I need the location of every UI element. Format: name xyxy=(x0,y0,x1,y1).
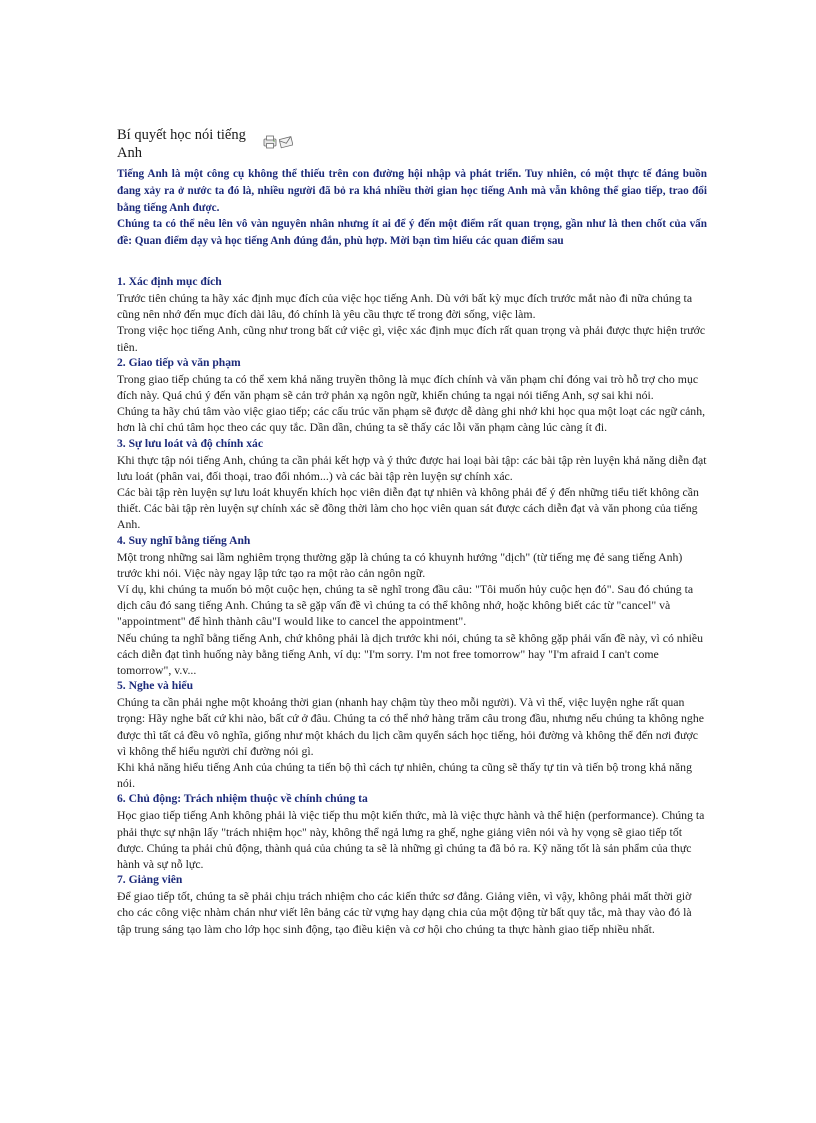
section-heading: 4. Suy nghĩ bằng tiếng Anh xyxy=(117,533,251,547)
section-7 xyxy=(117,872,707,937)
paragraph: Chúng ta hãy chú tâm vào việc giao tiếp; các cấu trúc văn phạm sẽ được dễ dàng ghi nhớ khi học qua một loạt các ngữ cảnh, hơn là chỉ chú tâm học theo các quy tắc. Dần dần, chúng ta sẽ thấy các lỗi văn phạm càng lúc càng ít đi. xyxy=(117,404,706,435)
page-title: Bí quyết học nói tiếng Anh xyxy=(117,127,246,161)
section-heading: 5. Nghe và hiểu xyxy=(117,679,194,693)
title-icons xyxy=(263,135,293,149)
section-heading: 3. Sự lưu loát và độ chính xác xyxy=(117,436,263,450)
section-heading: 6. Chủ động: Trách nhiệm thuộc về chính chúng ta xyxy=(117,792,368,806)
paragraph: Trước tiên chúng ta hãy xác định mục đích của việc học tiếng Anh. Dù với bất kỳ mục đích trước mắt nào đi nữa chúng ta cũng nên nhớ đến mục đích dài lâu, đó chính là yêu cầu thực tế trong đời sống, việc làm. xyxy=(117,290,693,322)
paragraph: Để giao tiếp tốt, chúng ta sẽ phải chịu trách nhiệm cho các kiến thức sơ đẳng. Giảng viên, vì vậy, không phải mất thời giờ cho các công việc nhàm chán như viết lên bảng các từ vựng hay dạng chia của một động từ bất quy tắc, mà thay vào đó là tập trung sáng tạo làm cho lớp học sinh động, tạo điều kiện và cơ hội cho chúng ta thực hành giao tiếp nhiều nhất. xyxy=(117,889,692,936)
paragraph: Trong giao tiếp chúng ta có thể xem khả năng truyền thông là mục đích chính và văn phạm chỉ đóng vai trò hỗ trợ cho mục đích này. Quá chú ý đến văn phạm sẽ cản trở phản xạ ngôn ngữ, khiến chúng ta ngại nói tiếng Anh, sợ sai khi nói. xyxy=(117,371,699,402)
section-3 xyxy=(117,436,707,533)
paragraph: Nếu chúng ta nghĩ bằng tiếng Anh, chứ không phải là dịch trước khi nói, chúng ta sẽ không gặp phải vấn đề này, vì có nhiều cách diễn đạt tình huống này bằng tiếng Anh, ví dụ: "I'm sorry. I'm not free tomorrow" hay "I'm afraid I can't come tomorrow", v.v... xyxy=(117,630,704,678)
section-2 xyxy=(117,355,707,436)
paragraph: Chúng ta cần phải nghe một khoảng thời gian (nhanh hay chậm tùy theo mỗi người). Và vì thế, việc luyện nghe rất quan trọng: Hãy nghe bất cứ khi nào, bất cứ ở đâu. Chúng ta có thể nhớ hàng trăm câu trong đầu, nhưng nếu chúng ta không nghe được thì tất cả đều vô nghĩa, giống như một khách du lịch cầm quyển sách học tiếng, hỏi đường và không thể đến nơi được vì không thể hiểu người chỉ đường nói gì. xyxy=(117,695,704,758)
email-icon[interactable] xyxy=(279,135,293,149)
print-icon[interactable] xyxy=(263,135,277,149)
section-heading: 2. Giao tiếp và văn phạm xyxy=(117,355,241,369)
spacer xyxy=(117,250,707,274)
document-page xyxy=(117,126,707,937)
section-4 xyxy=(117,533,707,679)
section-5 xyxy=(117,678,707,791)
section-heading: 7. Giảng viên xyxy=(117,873,183,887)
paragraph: Ví dụ, khi chúng ta muốn bỏ một cuộc hẹn, chúng ta sẽ nghĩ trong đầu câu: "Tôi muốn hủy cuộc hẹn đó". Sau đó chúng ta dịch câu đó sang tiếng Anh. Chúng ta sẽ gặp vấn đề vì chúng ta có thể không nhớ, hoặc không biết các từ "cancel" và "appointment" để hình thành câu"I would like to cancel the appointment". xyxy=(117,582,694,629)
paragraph: Một trong những sai lầm nghiêm trọng thường gặp là chúng ta có khuynh hướng "dịch" (từ tiếng mẹ đẻ sang tiếng Anh) trước khi nói. Việc này ngay lập tức tạo ra một rào cản ngôn ngữ. xyxy=(117,549,683,580)
section-heading: 1. Xác định mục đích xyxy=(117,274,222,288)
paragraph: Trong việc học tiếng Anh, cũng như trong bất cứ việc gì, việc xác định mục đích rất quan trọng và phải được thực hiện trước tiên. xyxy=(117,323,706,354)
paragraph: Học giao tiếp tiếng Anh không phải là việc tiếp thu một kiến thức, mà là việc thực hành và thể hiện (performance). Chúng ta phải thực sự nhận lấy "trách nhiệm học" này, không thể ngả lưng ra ghế, nghe giảng viên nói và hy vọng sẽ giao tiếp tốt được. Chúng ta phải chủ động, thành quả của chúng ta sẽ là những gì chúng ta đã bỏ ra. Kỹ năng tốt là sản phẩm của thực hành và sự nỗ lực. xyxy=(117,808,705,872)
intro-paragraph: Tiếng Anh là một công cụ không thể thiếu trên con đường hội nhập và phát triển. Tuy nhiên, có một thực tế đáng buồn đang xảy ra ở nước ta đó là, nhiều người đã bỏ ra khá nhiều thời gian học tiếng Anh mà vẫn không thể giao tiếp, trao đổi bằng tiếng Anh được. xyxy=(117,168,707,214)
paragraph: Khi thực tập nói tiếng Anh, chúng ta cần phải kết hợp và ý thức được hai loại bài tập: các bài tập rèn luyện khả năng diễn đạt lưu loát (phân vai, đối thoại, trao đổi nhóm...) và các bài tập rèn luyện sự chính xác. xyxy=(117,452,707,483)
paragraph: Các bài tập rèn luyện sự lưu loát khuyến khích học viên diễn đạt tự nhiên và không phải để ý đến những tiểu tiết không cần thiết. Các bài tập rèn luyện sự chính xác sẽ đồng thời làm cho học viên quan sát được cách diễn đạt và văn phong của tiếng Anh. xyxy=(117,485,699,532)
section-6 xyxy=(117,791,707,872)
intro-paragraph: Chúng ta có thể nêu lên vô vàn nguyên nhân nhưng ít ai để ý đến một điểm rất quan trọng, gần như là then chốt của vấn đề: Quan điểm dạy và học tiếng Anh đúng đắn, phù hợp. Mời bạn tìm hiểu các quan điểm sau xyxy=(117,218,707,248)
paragraph: Khi khả năng hiểu tiếng Anh của chúng ta tiến bộ thì cách tự nhiên, chúng ta cũng sẽ thấy tự tin và tiến bộ trong khả năng nói. xyxy=(117,760,692,791)
title-row xyxy=(117,126,707,166)
intro xyxy=(117,166,707,250)
section-1 xyxy=(117,274,707,355)
